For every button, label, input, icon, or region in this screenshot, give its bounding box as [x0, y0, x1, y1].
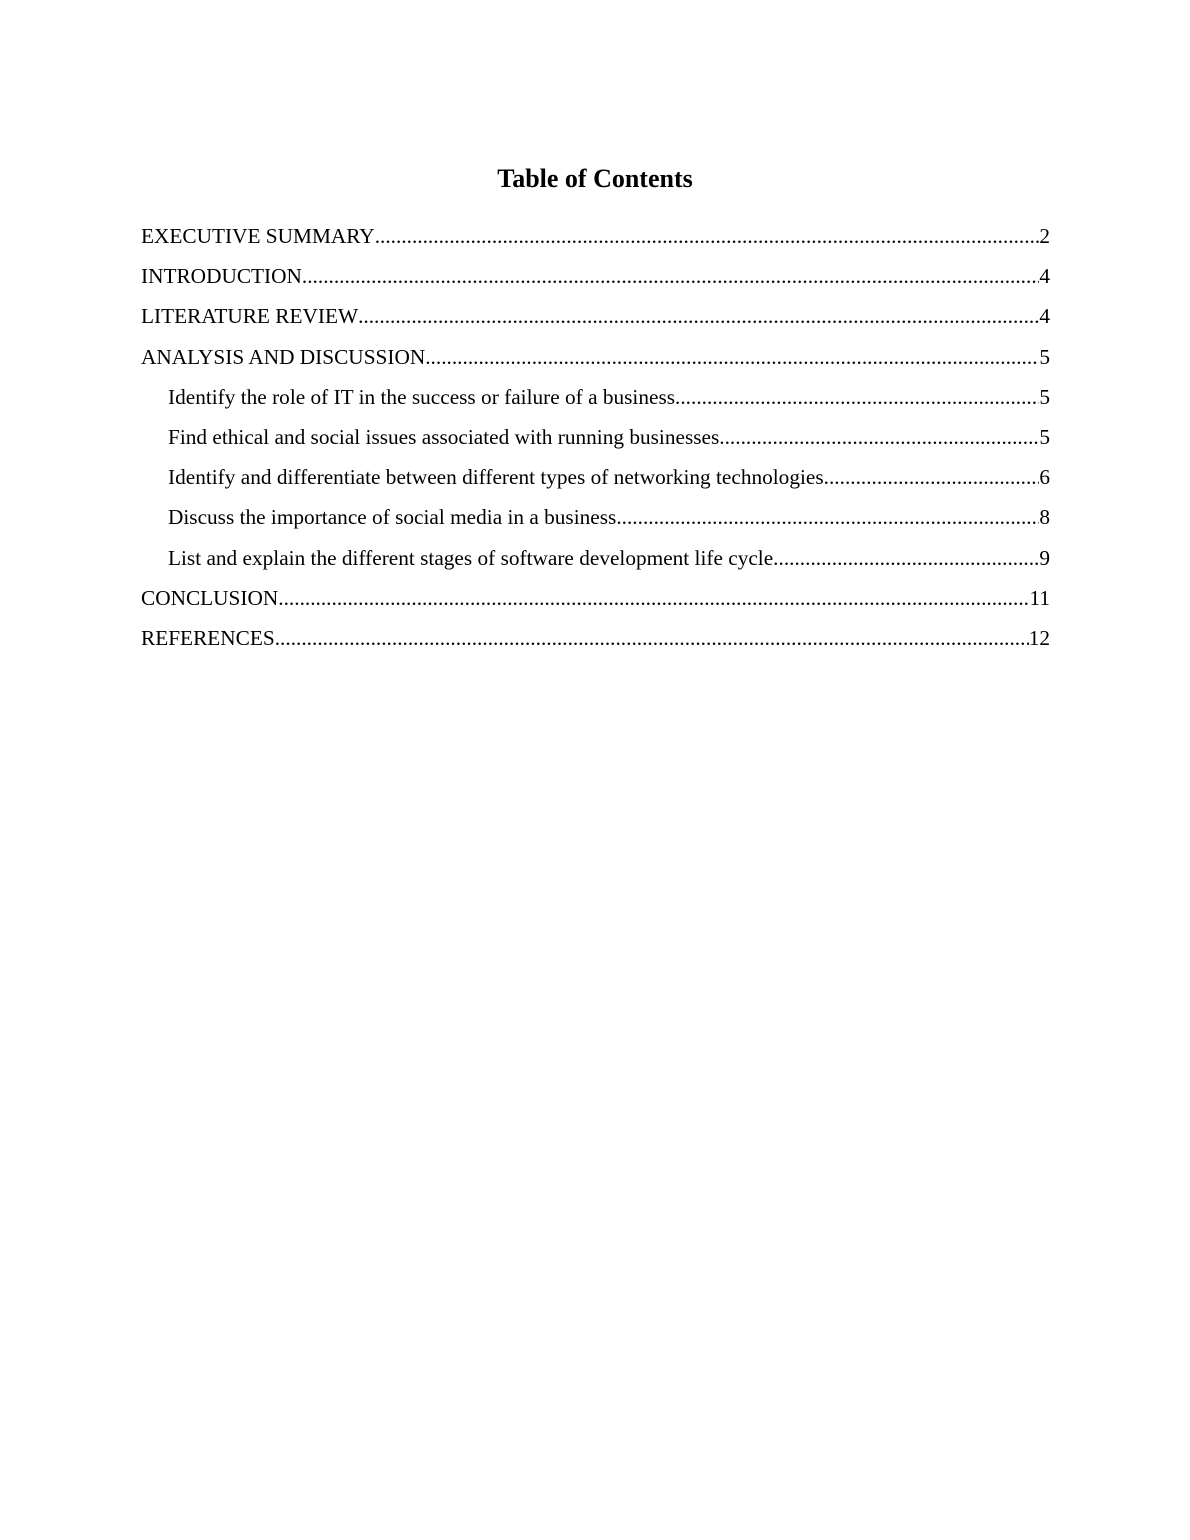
toc-page-number: 5: [1039, 384, 1050, 409]
toc-entry-label: CONCLUSION: [141, 585, 279, 610]
dot-leader: [358, 298, 1039, 334]
dot-leader: [375, 218, 1040, 254]
toc-page-number: 5: [1039, 344, 1050, 369]
dot-leader: [773, 540, 1039, 576]
toc-page-number: 4: [1039, 304, 1050, 329]
toc-page-number: 9: [1039, 545, 1050, 570]
toc-entry-label: EXECUTIVE SUMMARY: [141, 224, 375, 248]
table-of-contents: [141, 218, 1050, 660]
toc-entry-ethical-social-issues[interactable]: [141, 419, 1050, 459]
toc-entry-label: Discuss the importance of social media in a business: [168, 505, 617, 530]
dot-leader: [425, 339, 1039, 375]
toc-entry-label: List and explain the different stages of software development life cycle: [168, 545, 774, 570]
toc-entry-references[interactable]: [141, 620, 1050, 660]
toc-page-number: 4: [1039, 264, 1050, 289]
toc-page-number: 6: [1039, 465, 1050, 490]
toc-entry-sdlc-stages[interactable]: [141, 540, 1050, 580]
toc-entry-introduction[interactable]: [141, 258, 1050, 298]
dot-leader: [302, 258, 1039, 294]
dot-leader: [275, 620, 1029, 656]
toc-entry-analysis-and-discussion[interactable]: [141, 339, 1050, 379]
toc-entry-conclusion[interactable]: [141, 580, 1050, 620]
toc-entry-social-media[interactable]: [141, 499, 1050, 539]
dot-leader: [616, 499, 1039, 535]
toc-entry-label: LITERATURE REVIEW: [141, 304, 359, 329]
dot-leader: [278, 580, 1029, 616]
toc-page-number: 12: [1028, 625, 1050, 650]
toc-page-number: 11: [1029, 585, 1050, 610]
toc-page-number: 2: [1039, 224, 1050, 248]
toc-entry-literature-review[interactable]: [141, 298, 1050, 338]
toc-entry-role-of-it[interactable]: [141, 379, 1050, 419]
toc-entry-label: REFERENCES: [141, 625, 275, 650]
dot-leader: [824, 459, 1040, 495]
toc-entry-label: Identify and differentiate between different types of networking technologies: [168, 465, 824, 490]
toc-entry-label: Find ethical and social issues associated with running businesses: [168, 424, 720, 449]
toc-entry-executive-summary[interactable]: [141, 218, 1050, 258]
toc-entry-label: ANALYSIS AND DISCUSSION: [141, 344, 426, 369]
toc-page-number: 8: [1039, 505, 1050, 530]
toc-page-number: 5: [1039, 424, 1050, 449]
toc-title: Table of Contents: [497, 164, 693, 193]
toc-entry-label: INTRODUCTION: [141, 264, 302, 289]
toc-entry-networking-technologies[interactable]: [141, 459, 1050, 499]
dot-leader: [719, 419, 1039, 455]
toc-entry-label: Identify the role of IT in the success or failure of a business: [168, 384, 676, 409]
dot-leader: [675, 379, 1039, 415]
